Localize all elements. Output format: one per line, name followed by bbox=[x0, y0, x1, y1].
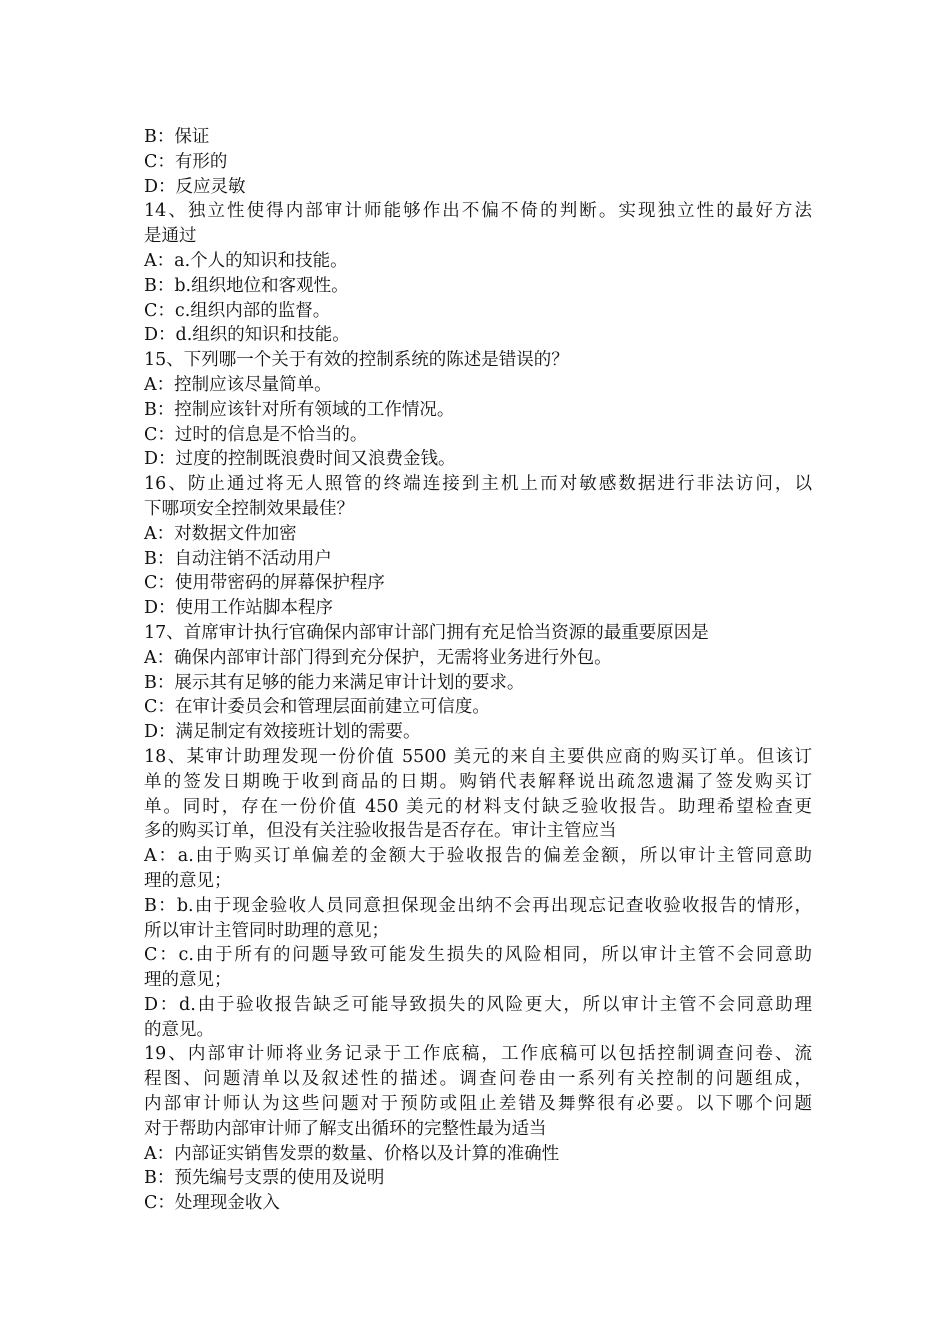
text-line: 理的意见； bbox=[144, 870, 232, 891]
text-line: 15、下列哪一个关于有效的控制系统的陈述是错误的？ bbox=[144, 350, 569, 371]
text-line: C：使用带密码的屏幕保护程序 bbox=[144, 573, 385, 594]
text-line: 单的签发日期晚于收到商品的日期。购销代表解释说出疏忽遗漏了签发购买订 bbox=[144, 771, 812, 792]
text-line: B：自动注销不活动用户 bbox=[144, 548, 332, 569]
document-body bbox=[144, 125, 812, 1216]
text-line: 多的购买订单，但没有关注验收报告是否存在。审计主管应当 bbox=[144, 821, 617, 842]
text-line: D：满足制定有效接班计划的需要。 bbox=[144, 722, 421, 743]
text-line: A：a.由于购买订单偏差的金额大于验收报告的偏差金额，所以审计主管同意助 bbox=[144, 846, 812, 867]
text-line: C：处理现金收入 bbox=[144, 1193, 280, 1214]
text-line: 16、防止通过将无人照管的终端连接到主机上而对敏感数据进行非法访问，以 bbox=[144, 474, 812, 495]
text-line: 18、某审计助理发现一份价值 5500 美元的来自主要供应商的购买订单。但该订 bbox=[144, 746, 812, 767]
text-line: C：c.组织内部的监督。 bbox=[144, 300, 331, 321]
text-line: C：在审计委员会和管理层面前建立可信度。 bbox=[144, 697, 490, 718]
text-line: 17、首席审计执行官确保内部审计部门拥有充足恰当资源的最重要原因是 bbox=[144, 622, 709, 643]
text-line: D：过度的控制既浪费时间又浪费金钱。 bbox=[144, 449, 456, 470]
text-line: 单。同时，存在一份价值 450 美元的材料支付缺乏验收报告。助理希望检查更 bbox=[144, 796, 812, 817]
text-line: C：c.由于所有的问题导致可能发生损失的风险相同，所以审计主管不会同意助 bbox=[144, 945, 812, 966]
text-line: B：控制应该针对所有领域的工作情况。 bbox=[144, 399, 455, 420]
text-line: 内部审计师认为这些问题对于预防或阻止差错及舞弊很有必要。以下哪个问题 bbox=[144, 1094, 812, 1115]
text-line: B：保证 bbox=[144, 127, 210, 147]
text-line: A：a.个人的知识和技能。 bbox=[144, 250, 348, 271]
text-line: A：确保内部审计部门得到充分保护，无需将业务进行外包。 bbox=[144, 647, 612, 668]
text-line: B：预先编号支票的使用及说明 bbox=[144, 1168, 385, 1189]
text-line: A：控制应该尽量简单。 bbox=[144, 374, 332, 395]
text-line: B：b.组织地位和客观性。 bbox=[144, 275, 349, 296]
text-line: D：d.组织的知识和技能。 bbox=[144, 325, 350, 346]
text-line: C：过时的信息是不恰当的。 bbox=[144, 424, 368, 445]
text-line: 程图、问题清单以及叙述性的描述。调查问卷由一系列有关控制的问题组成， bbox=[144, 1069, 812, 1090]
text-line: B：b.由于现金验收人员同意担保现金出纳不会再出现忘记查收验收报告的情形， bbox=[144, 895, 812, 916]
text-line: 19、内部审计师将业务记录于工作底稿，工作底稿可以包括控制调查问卷、流 bbox=[144, 1044, 812, 1065]
text-line: 下哪项安全控制效果最佳？ bbox=[144, 498, 354, 519]
text-line: A：对数据文件加密 bbox=[144, 523, 297, 544]
text-line: B：展示其有足够的能力来满足审计计划的要求。 bbox=[144, 672, 525, 693]
text-line: 14、独立性使得内部审计师能够作出不偏不倚的判断。实现独立性的最好方法 bbox=[144, 201, 812, 222]
text-line: 是通过 bbox=[144, 226, 197, 247]
text-line: D：使用工作站脚本程序 bbox=[144, 598, 334, 619]
text-line: A：内部证实销售发票的数量、价格以及计算的准确性 bbox=[144, 1143, 560, 1164]
text-line: 的意见。 bbox=[144, 1019, 214, 1040]
text-line: C：有形的 bbox=[144, 151, 228, 172]
text-line: 理的意见； bbox=[144, 970, 232, 991]
text-line: 所以审计主管同时助理的意见； bbox=[144, 920, 389, 941]
text-line: 对于帮助内部审计师了解支出循环的完整性最为适当 bbox=[144, 1118, 547, 1139]
text-line: D：反应灵敏 bbox=[144, 176, 246, 197]
text-line: D：d.由于验收报告缺乏可能导致损失的风险更大，所以审计主管不会同意助理 bbox=[144, 994, 812, 1015]
